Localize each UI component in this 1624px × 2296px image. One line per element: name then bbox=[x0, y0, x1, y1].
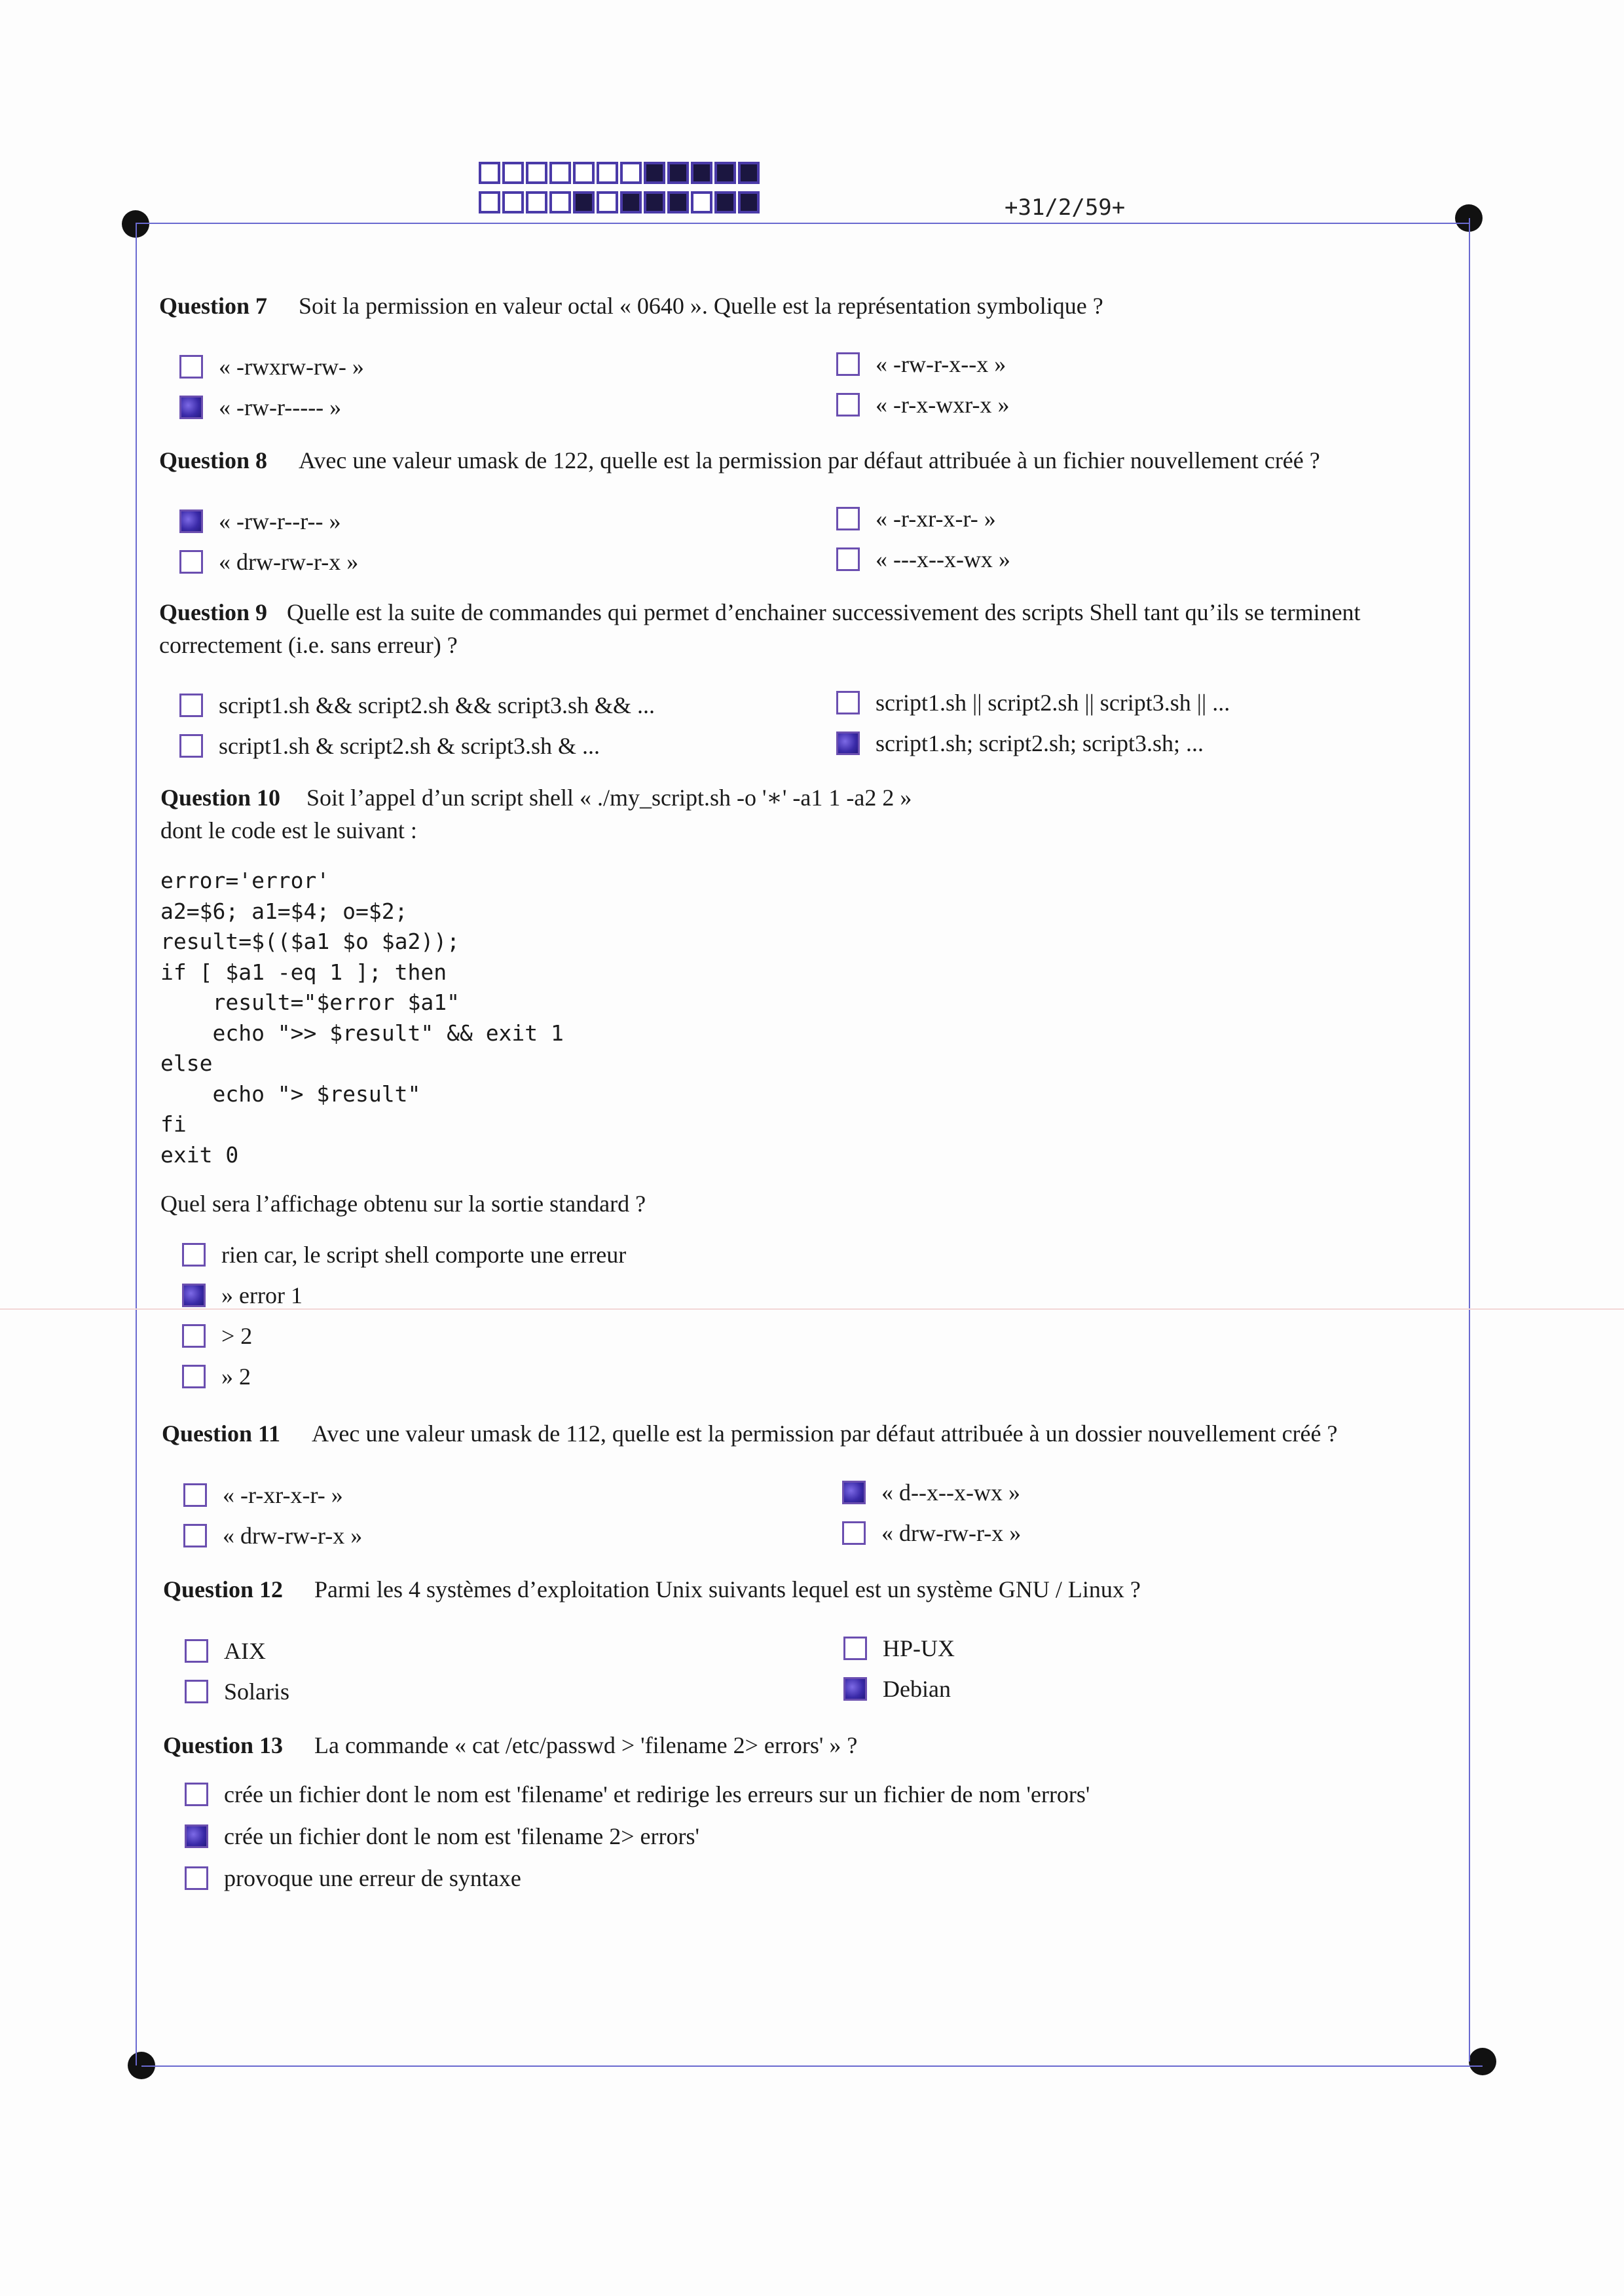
frame-left bbox=[136, 223, 137, 2065]
option-label: « -rw-r----- » bbox=[219, 394, 342, 420]
question-label: Question 9 bbox=[159, 599, 268, 625]
barcode-cell bbox=[644, 162, 665, 184]
checkbox[interactable] bbox=[836, 691, 860, 714]
barcode-cell bbox=[738, 191, 760, 213]
barcode-cell bbox=[479, 191, 500, 213]
q12-option-3[interactable] bbox=[843, 1633, 955, 1663]
option-label: script1.sh || script2.sh || script3.sh || ... bbox=[876, 690, 1230, 716]
option-label: « -r-x-wxr-x » bbox=[876, 392, 1010, 418]
question-label: Question 8 bbox=[159, 447, 268, 473]
option-label: script1.sh && script2.sh && script3.sh && ... bbox=[219, 692, 655, 718]
barcode-cell bbox=[502, 191, 524, 213]
barcode-cell bbox=[691, 191, 712, 213]
checkbox-checked[interactable] bbox=[185, 1824, 208, 1848]
code-block: error='error' a2=$6; a1=$4; o=$2; result=$(($a1 $o $a2)); if [ $a1 -eq 1 ]; then result="$error $a1" echo ">> $result" && exit 1 else echo "> $result" fi exit 0 bbox=[160, 868, 564, 1168]
question-10 bbox=[160, 781, 912, 847]
barcode-cell bbox=[479, 162, 500, 184]
q9-option-2[interactable] bbox=[179, 731, 600, 761]
q12-option-4[interactable] bbox=[843, 1674, 951, 1704]
q13-option-2[interactable] bbox=[185, 1821, 699, 1851]
checkbox[interactable] bbox=[179, 734, 203, 758]
question-text-continued: correctement (i.e. sans erreur) ? bbox=[159, 632, 458, 658]
question-13 bbox=[163, 1729, 857, 1762]
option-label: HP-UX bbox=[883, 1635, 955, 1661]
question-text: Avec une valeur umask de 112, quelle est la permission par défaut attribuée à un dossier nouvellement créé ? bbox=[312, 1420, 1338, 1447]
frame-top bbox=[136, 223, 1469, 224]
q8-option-3[interactable] bbox=[836, 504, 996, 534]
barcode-cell bbox=[573, 162, 595, 184]
question-11 bbox=[162, 1417, 1337, 1450]
question-label: Question 10 bbox=[160, 785, 281, 811]
option-label: « -rw-r--r-- » bbox=[219, 508, 341, 534]
option-label: « -rw-r-x--x » bbox=[876, 351, 1006, 377]
option-label: crée un fichier dont le nom est 'filename' et redirige les erreurs sur un fichier de nom 'errors' bbox=[224, 1781, 1090, 1807]
q8-option-2[interactable] bbox=[179, 547, 358, 577]
question-text-continued: dont le code est le suivant : bbox=[160, 817, 417, 843]
prompt-text: Quel sera l’affichage obtenu sur la sortie standard ? bbox=[160, 1191, 646, 1217]
option-label: « drw-rw-r-x » bbox=[881, 1520, 1022, 1546]
checkbox[interactable] bbox=[185, 1866, 208, 1890]
checkbox[interactable] bbox=[836, 352, 860, 376]
barcode-row-1 bbox=[479, 162, 762, 184]
option-label: script1.sh; script2.sh; script3.sh; ... bbox=[876, 730, 1204, 756]
barcode-cell bbox=[667, 191, 689, 213]
barcode-cell bbox=[549, 162, 571, 184]
checkbox[interactable] bbox=[185, 1783, 208, 1806]
question-text: Avec une valeur umask de 122, quelle est la permission par défaut attribuée à un fichier nouvellement créé ? bbox=[299, 447, 1320, 473]
question-text: Parmi les 4 systèmes d’exploitation Unix suivants lequel est un système GNU / Linux ? bbox=[314, 1576, 1141, 1602]
q7-option-3[interactable] bbox=[836, 349, 1006, 379]
q11-option-3[interactable] bbox=[842, 1477, 1020, 1508]
checkbox-checked[interactable] bbox=[179, 396, 203, 419]
checkbox[interactable] bbox=[183, 1524, 207, 1547]
checkbox[interactable] bbox=[185, 1680, 208, 1703]
checkbox[interactable] bbox=[179, 694, 203, 717]
barcode-row-2 bbox=[479, 191, 762, 213]
option-label: script1.sh & script2.sh & script3.sh & ... bbox=[219, 733, 600, 759]
q8-option-1[interactable] bbox=[179, 506, 341, 536]
option-label: provoque une erreur de syntaxe bbox=[224, 1865, 521, 1891]
question-label: Question 12 bbox=[163, 1576, 284, 1602]
barcode-cell bbox=[573, 191, 595, 213]
barcode-cell bbox=[667, 162, 689, 184]
option-label: Debian bbox=[883, 1676, 951, 1702]
option-label: « d--x--x-wx » bbox=[881, 1479, 1020, 1506]
option-label: « drw-rw-r-x » bbox=[223, 1523, 363, 1549]
barcode-cell bbox=[620, 162, 642, 184]
q12-option-1[interactable] bbox=[185, 1636, 266, 1666]
checkbox[interactable] bbox=[836, 547, 860, 571]
q9-option-1[interactable] bbox=[179, 690, 655, 720]
barcode-cell bbox=[691, 162, 712, 184]
question-text: Quelle est la suite de commandes qui permet d’enchainer successivement des scripts Shell tant qu’ils se terminent bbox=[287, 599, 1361, 625]
q9-option-4[interactable] bbox=[836, 728, 1204, 758]
barcode-cell bbox=[549, 191, 571, 213]
question-text: Soit l’appel d’un script shell « ./my_script.sh -o '∗' -a1 1 -a2 2 » bbox=[306, 785, 912, 811]
q11-option-1[interactable] bbox=[183, 1480, 343, 1510]
q7-option-2[interactable] bbox=[179, 392, 341, 422]
q11-option-2[interactable] bbox=[183, 1521, 362, 1551]
barcode-cell bbox=[714, 191, 736, 213]
q7-option-4[interactable] bbox=[836, 390, 1010, 420]
checkbox[interactable] bbox=[836, 393, 860, 417]
question-7 bbox=[159, 289, 1103, 322]
checkbox[interactable] bbox=[842, 1521, 866, 1545]
checkbox-checked[interactable] bbox=[182, 1284, 206, 1307]
option-label: « ---x--x-wx » bbox=[876, 546, 1010, 572]
checkbox[interactable] bbox=[182, 1243, 206, 1267]
corner-mark-bottom-right bbox=[1469, 2048, 1496, 2075]
question-10-prompt bbox=[160, 1187, 646, 1220]
frame-bottom bbox=[141, 2065, 1483, 2067]
checkbox[interactable] bbox=[182, 1324, 206, 1348]
q10-option-2[interactable] bbox=[182, 1280, 303, 1310]
option-label: « -rwxrw-rw- » bbox=[219, 354, 364, 380]
option-label: » 2 bbox=[221, 1363, 251, 1390]
option-label: « drw-rw-r-x » bbox=[219, 549, 359, 575]
question-text: La commande « cat /etc/passwd > 'filename 2> errors' » ? bbox=[314, 1732, 858, 1758]
option-label: « -r-xr-x-r- » bbox=[223, 1482, 343, 1508]
question-9 bbox=[159, 596, 1456, 661]
q7-option-1[interactable] bbox=[179, 352, 364, 382]
option-label: » error 1 bbox=[221, 1282, 303, 1308]
question-label: Question 13 bbox=[163, 1732, 284, 1758]
q10-option-4[interactable] bbox=[182, 1361, 251, 1392]
frame-right bbox=[1469, 218, 1470, 2062]
checkbox[interactable] bbox=[183, 1483, 207, 1507]
option-label: > 2 bbox=[221, 1323, 253, 1349]
option-label: AIX bbox=[224, 1638, 266, 1664]
barcode-cell bbox=[526, 191, 547, 213]
q12-option-2[interactable] bbox=[185, 1676, 289, 1707]
checkbox[interactable] bbox=[843, 1637, 867, 1660]
barcode-cell bbox=[714, 162, 736, 184]
q9-option-3[interactable] bbox=[836, 688, 1230, 718]
barcode-cell bbox=[597, 191, 618, 213]
checkbox-checked[interactable] bbox=[836, 731, 860, 755]
page-id: +31/2/59+ bbox=[1005, 194, 1126, 221]
q10-option-1[interactable] bbox=[182, 1240, 626, 1270]
q10-option-3[interactable] bbox=[182, 1321, 252, 1351]
checkbox[interactable] bbox=[182, 1365, 206, 1388]
question-text: Soit la permission en valeur octal « 0640 ». Quelle est la représentation symbolique ? bbox=[299, 293, 1103, 319]
checkbox[interactable] bbox=[179, 550, 203, 574]
barcode-cell bbox=[738, 162, 760, 184]
checkbox[interactable] bbox=[179, 355, 203, 379]
question-12 bbox=[163, 1573, 1141, 1606]
barcode-cell bbox=[620, 191, 642, 213]
q11-option-4[interactable] bbox=[842, 1518, 1021, 1548]
question-8 bbox=[159, 444, 1320, 477]
barcode-cell bbox=[526, 162, 547, 184]
q8-option-4[interactable] bbox=[836, 544, 1010, 574]
checkbox-checked[interactable] bbox=[842, 1481, 866, 1504]
question-label: Question 11 bbox=[162, 1420, 281, 1447]
question-label: Question 7 bbox=[159, 293, 268, 319]
option-label: rien car, le script shell comporte une erreur bbox=[221, 1242, 627, 1268]
option-label: Solaris bbox=[224, 1678, 290, 1705]
q13-option-1[interactable] bbox=[185, 1779, 1090, 1809]
option-label: crée un fichier dont le nom est 'filename 2> errors' bbox=[224, 1823, 699, 1849]
checkbox[interactable] bbox=[836, 507, 860, 530]
barcode-cell bbox=[644, 191, 665, 213]
checkbox[interactable] bbox=[185, 1639, 208, 1663]
barcode-cell bbox=[597, 162, 618, 184]
barcode-cell bbox=[502, 162, 524, 184]
q13-option-3[interactable] bbox=[185, 1863, 521, 1893]
checkbox-checked[interactable] bbox=[179, 509, 203, 533]
checkbox-checked[interactable] bbox=[843, 1677, 867, 1701]
option-label: « -r-xr-x-r- » bbox=[876, 506, 996, 532]
